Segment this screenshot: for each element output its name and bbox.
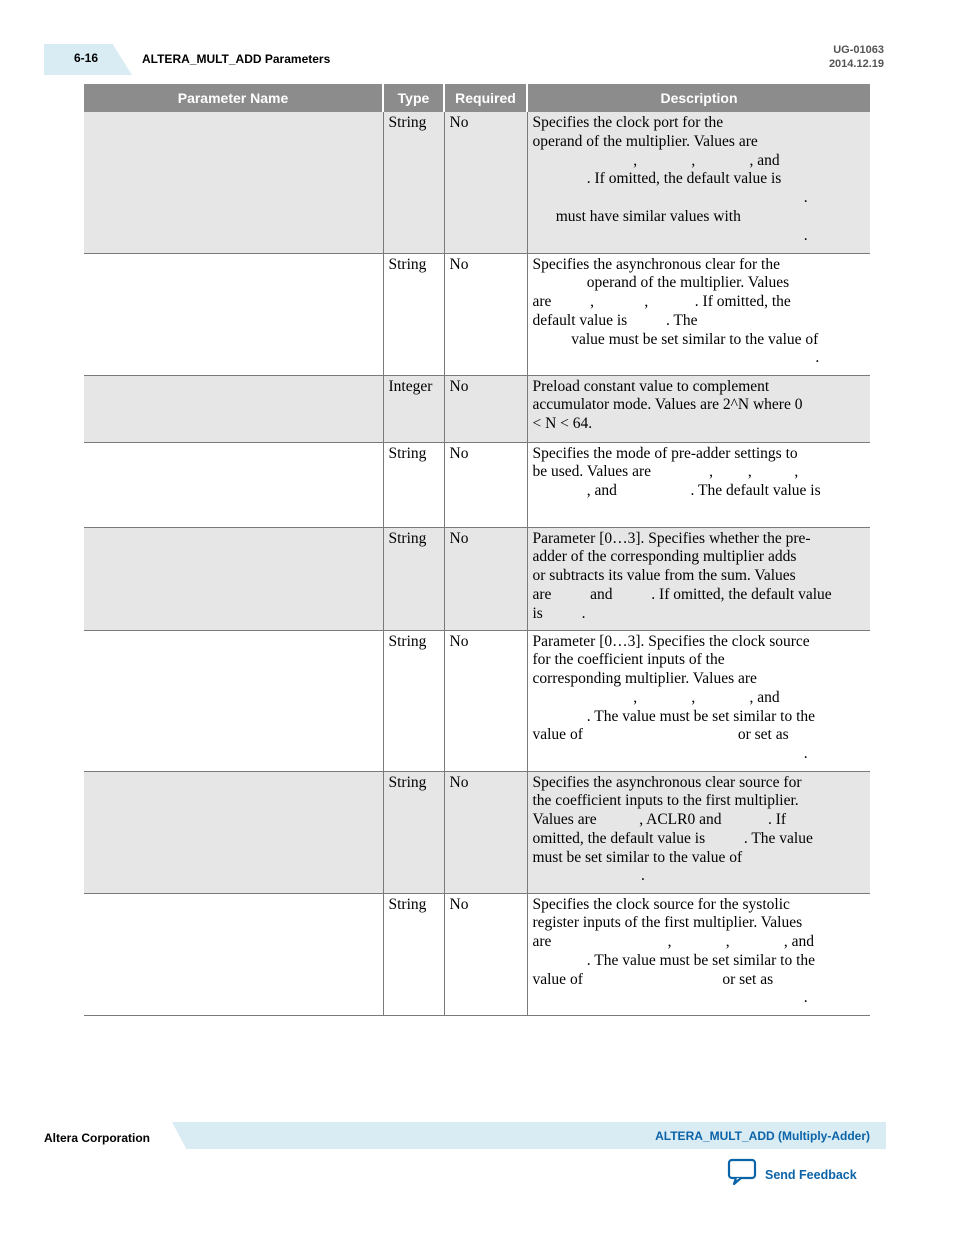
description-line: Parameter [0…3]. Specifies whether the pre- <box>532 529 811 547</box>
description-cell <box>527 112 870 253</box>
column-header-parameter-name: Parameter Name <box>84 84 383 112</box>
table-row <box>84 253 870 375</box>
description-line: value of or set as <box>532 726 789 744</box>
description-line: Specifies the mode of pre-adder settings to <box>532 444 798 462</box>
description-line: . The value must be set similar to the <box>532 951 816 969</box>
description-line: operand of the multiplier. Values are <box>532 132 758 150</box>
doc-identifier <box>829 43 884 71</box>
description-cell <box>527 442 870 527</box>
type-cell: String <box>383 527 444 630</box>
description-cell <box>527 893 870 1015</box>
required-cell: No <box>444 375 527 442</box>
description-line: Specifies the clock source for the systolic <box>532 895 790 913</box>
page-number: 6-16 <box>74 51 99 65</box>
description-line: , , , and <box>532 151 780 169</box>
required-cell: No <box>444 112 527 253</box>
description-line: < N < 64. <box>532 415 593 433</box>
type-cell: String <box>383 771 444 893</box>
description-line: value of or set as <box>532 970 774 988</box>
company-name: Altera Corporation <box>44 1131 151 1145</box>
doc-id: UG-01063 <box>833 44 884 56</box>
parameter-name-cell <box>84 112 383 253</box>
description-cell <box>527 771 870 893</box>
type-cell: String <box>383 112 444 253</box>
chapter-link[interactable]: ALTERA_MULT_ADD (Multiply-Adder) <box>655 1129 870 1143</box>
parameter-name-cell <box>84 893 383 1015</box>
description-line: the coefficient inputs to the first multiplier. <box>532 792 799 810</box>
description-line: be used. Values are , , , <box>532 463 799 481</box>
description-line: . <box>532 989 808 1007</box>
description-line: . <box>532 349 820 367</box>
column-header-description: Description <box>527 84 870 112</box>
description-line <box>533 501 866 520</box>
description-cell <box>527 375 870 442</box>
description-line: register inputs of the first multiplier. Values <box>532 914 803 932</box>
table-row <box>84 112 870 253</box>
description-line: Specifies the asynchronous clear for the <box>532 255 780 273</box>
table-row <box>84 630 870 771</box>
description-line: . <box>532 226 808 244</box>
description-line: must have similar values with <box>532 207 741 225</box>
column-header-required: Required <box>444 84 527 112</box>
description-line: accumulator mode. Values are 2^N where 0 <box>532 396 803 414</box>
description-cell <box>527 527 870 630</box>
description-line: are and . If omitted, the default value <box>532 585 832 603</box>
description-line: are , , . If omitted, the <box>532 293 791 311</box>
description-line: . <box>532 745 808 763</box>
description-line: . If omitted, the default value is <box>532 170 782 188</box>
description-line: omitted, the default value is . The value <box>532 829 813 847</box>
description-line: Preload constant value to complement <box>532 377 770 395</box>
type-cell: Integer <box>383 375 444 442</box>
description-line: Parameter [0…3]. Specifies the clock source <box>532 632 810 650</box>
table-body <box>84 112 870 1015</box>
description-cell <box>527 253 870 375</box>
description-line: , and . The default value is <box>532 482 821 500</box>
description-line: . <box>532 189 808 207</box>
type-cell: String <box>383 893 444 1015</box>
parameters-table <box>84 84 870 1016</box>
description-line: Specifies the asynchronous clear source for <box>532 773 802 791</box>
description-line: or subtracts its value from the sum. Values <box>532 567 796 585</box>
parameter-name-cell <box>84 442 383 527</box>
type-cell: String <box>383 630 444 771</box>
description-line: operand of the multiplier. Values <box>532 274 790 292</box>
table-row <box>84 527 870 630</box>
description-line: Values are , ACLR0 and . If <box>532 811 787 829</box>
required-cell: No <box>444 442 527 527</box>
required-cell: No <box>444 630 527 771</box>
description-line: must be set similar to the value of <box>532 848 743 866</box>
description-line: for the coefficient inputs of the <box>532 651 725 669</box>
send-feedback-button[interactable] <box>727 1158 857 1191</box>
type-cell: String <box>383 253 444 375</box>
required-cell: No <box>444 527 527 630</box>
description-line: adder of the corresponding multiplier adds <box>532 548 797 566</box>
table-row <box>84 442 870 527</box>
parameter-name-cell <box>84 253 383 375</box>
description-line: . The value must be set similar to the <box>532 707 816 725</box>
table-row <box>84 893 870 1015</box>
doc-date: 2014.12.19 <box>828 58 884 70</box>
description-line: . <box>532 867 645 885</box>
required-cell: No <box>444 253 527 375</box>
parameter-name-cell <box>84 375 383 442</box>
table-header-row <box>84 84 870 112</box>
parameter-name-cell <box>84 771 383 893</box>
description-line: value must be set similar to the value of <box>532 330 819 348</box>
description-line: , , , and <box>532 688 780 706</box>
parameter-name-cell <box>84 527 383 630</box>
table-row <box>84 375 870 442</box>
description-line: Specifies the clock port for the <box>532 114 724 131</box>
description-line: is . <box>532 604 586 622</box>
speech-bubble-icon <box>727 1158 757 1191</box>
parameter-name-cell <box>84 630 383 771</box>
column-header-type: Type <box>383 84 444 112</box>
description-line: are , , , and <box>532 933 815 951</box>
description-cell <box>527 630 870 771</box>
required-cell: No <box>444 893 527 1015</box>
table-row <box>84 771 870 893</box>
description-line: default value is . The <box>532 311 698 329</box>
type-cell: String <box>383 442 444 527</box>
required-cell: No <box>444 771 527 893</box>
section-title: ALTERA_MULT_ADD Parameters <box>142 52 331 66</box>
send-feedback-label: Send Feedback <box>765 1167 857 1182</box>
description-line: corresponding multiplier. Values are <box>532 670 757 688</box>
